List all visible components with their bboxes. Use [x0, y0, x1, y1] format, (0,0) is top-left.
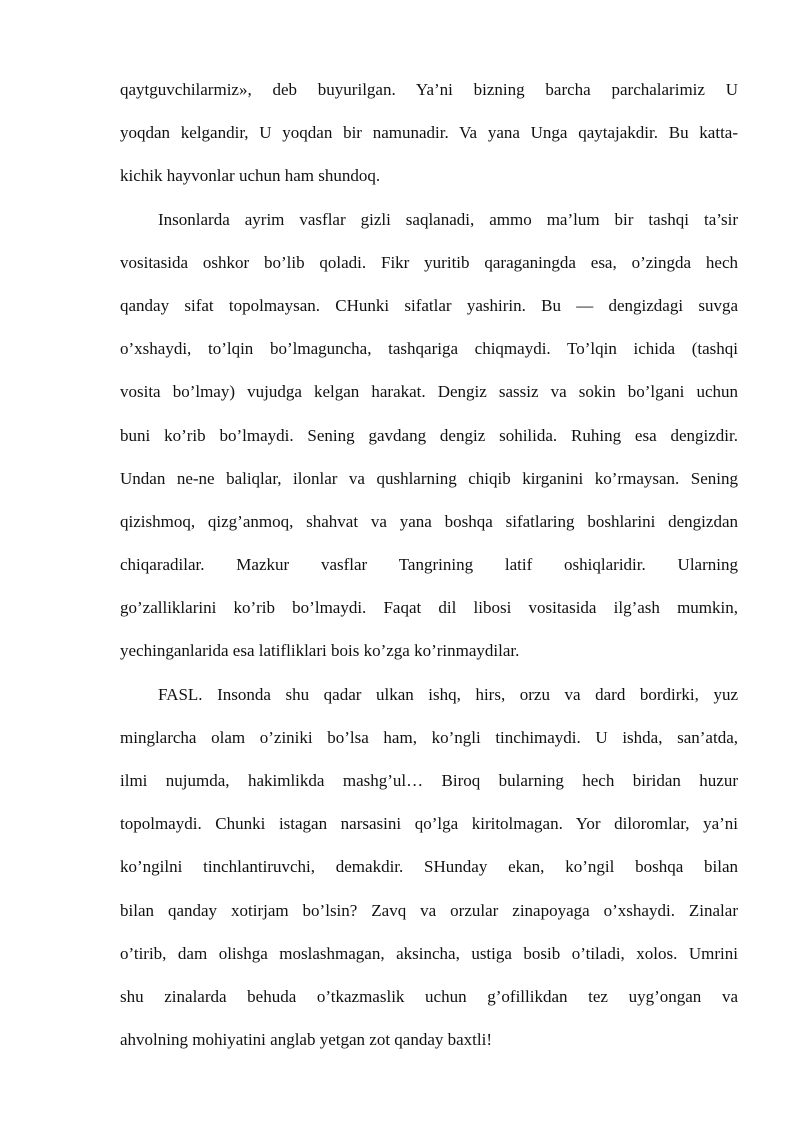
text-line: Undan ne-ne baliqlar, ilonlar va qushlarning chiqib kirganini ko’rmaysan. Sening — [120, 468, 738, 488]
text-line: ko’ngilni tinchlantiruvchi, demakdir. SHunday ekan, ko’ngil boshqa bilan — [120, 857, 738, 877]
text-line: Insonlarda ayrim vasflar gizli saqlanadi, ammo ma’lum bir tashqi ta’sir — [158, 209, 738, 229]
text-line: chiqaradilar. Mazkur vasflar Tangrining latif oshiqlaridir. Ularning — [120, 555, 738, 575]
text-line: o’tirib, dam olishga moslashmagan, aksincha, ustiga bosib o’tiladi, xolos. Umrini — [120, 943, 738, 963]
text-line: o’xshaydi, to’lqin bo’lmaguncha, tashqariga chiqmaydi. To’lqin ichida (tashqi — [120, 339, 738, 359]
text-line: go’zalliklarini ko’rib bo’lmaydi. Faqat dil libosi vositasida ilg’ash mumkin, — [120, 598, 738, 618]
text-line: ahvolning mohiyatini anglab yetgan zot qanday baxtli! — [120, 1030, 493, 1050]
paragraph-3 — [120, 673, 738, 1062]
text-line: ilmi nujumda, hakimlikda mashg’ul… Biroq bularning hech biridan huzur — [120, 771, 738, 790]
text-line: qaytguvchilarmiz», deb buyurilgan. Ya’ni bizning barcha parchalarimiz U — [120, 80, 738, 99]
text-line: buni ko’rib bo’lmaydi. Sening gavdang dengiz sohilida. Ruhing esa dengizdir. — [120, 425, 738, 445]
text-line: yoqdan kelgandir, U yoqdan bir namunadir. Va yana Unga qaytajakdir. Bu katta- — [120, 123, 738, 143]
text-line: qizishmoq, qizg’anmoq, shahvat va yana boshqa sifatlaring boshlarini dengizdan — [120, 511, 738, 531]
text-line: FASL. Insonda shu qadar ulkan ishq, hirs, orzu va dard bordirki, yuz — [158, 684, 738, 704]
text-line: vosita bo’lmay) vujudga kelgan harakat. Dengiz sassiz va sokin bo’lgani uchun — [120, 382, 738, 402]
text-line: shu zinalarda behuda o’tkazmaslik uchun g’ofillikdan tez uyg’ongan va — [120, 986, 738, 1006]
paragraph-2 — [120, 198, 738, 673]
text-line: qanday sifat topolmaysan. CHunki sifatlar yashirin. Bu — dengizdagi suvga — [120, 295, 738, 315]
text-line: kichik hayvonlar uchun ham shundoq. — [120, 166, 381, 186]
text-line: bilan qanday xotirjam bo’lsin? Zavq va orzular zinapoyaga o’xshaydi. Zinalar — [120, 900, 738, 920]
document-page — [120, 68, 738, 1061]
text-line: minglarcha olam o’ziniki bo’lsa ham, ko’ngli tinchimaydi. U ishda, san’atda, — [120, 727, 738, 747]
text-line: topolmaydi. Chunki istagan narsasini qo’lga kiritolmagan. Yor diloromlar, ya’ni — [120, 814, 738, 834]
text-line: vositasida oshkor bo’lib qoladi. Fikr yuritib qaraganingda esa, o’zingda hech — [120, 252, 738, 272]
text-line: yechinganlarida esa latifliklari bois ko’zga ko’rinmaydilar. — [120, 641, 520, 661]
paragraph-1 — [120, 68, 738, 198]
